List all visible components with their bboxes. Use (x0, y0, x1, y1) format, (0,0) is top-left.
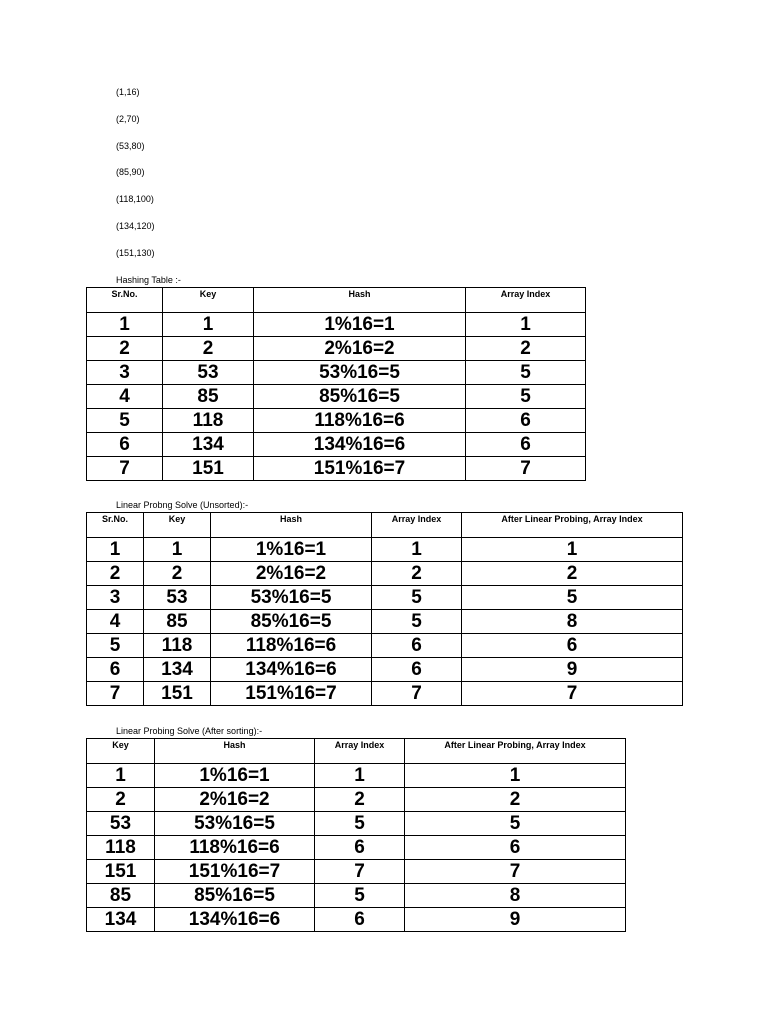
table-cell: 5 (372, 586, 462, 610)
table-cell: 6 (87, 658, 144, 682)
table-cell: 2 (315, 788, 405, 812)
table-cell: 53%16=5 (254, 361, 466, 385)
pair-item: (151,130) (116, 248, 155, 258)
table-cell: 151%16=7 (211, 682, 372, 706)
table-cell: 4 (87, 385, 163, 409)
table-cell: 5 (466, 385, 586, 409)
table-cell: 1%16=1 (211, 538, 372, 562)
header-cell: Hash (211, 513, 372, 538)
table-cell: 6 (315, 836, 405, 860)
header-cell: Key (163, 288, 254, 313)
table-cell: 151 (87, 860, 155, 884)
table-cell: 134%16=6 (254, 433, 466, 457)
table-cell: 53%16=5 (211, 586, 372, 610)
table-row (87, 313, 586, 337)
linear-probing-sorted-table (86, 738, 626, 932)
linear-probing-sorted-caption: Linear Probing Solve (After sorting):- (116, 726, 263, 736)
table-cell: 53 (144, 586, 211, 610)
table-cell: 151%16=7 (155, 860, 315, 884)
table-row (87, 764, 626, 788)
table-cell: 151 (144, 682, 211, 706)
table-cell: 2%16=2 (155, 788, 315, 812)
table-cell: 118 (144, 634, 211, 658)
table-row (87, 337, 586, 361)
table-cell: 118 (87, 836, 155, 860)
table-cell: 5 (87, 634, 144, 658)
table-cell: 151 (163, 457, 254, 481)
table-cell: 5 (405, 812, 626, 836)
table-cell: 6 (466, 409, 586, 433)
table-row (87, 586, 683, 610)
table-cell: 2%16=2 (211, 562, 372, 586)
table-cell: 85%16=5 (254, 385, 466, 409)
table-cell: 1 (87, 313, 163, 337)
table-cell: 2 (87, 562, 144, 586)
header-cell: Hash (254, 288, 466, 313)
table-cell: 9 (405, 908, 626, 932)
table-row (87, 812, 626, 836)
table-cell: 8 (405, 884, 626, 908)
table-row (87, 457, 586, 481)
table-row (87, 409, 586, 433)
table-row (87, 361, 586, 385)
table-cell: 1%16=1 (254, 313, 466, 337)
table-cell: 2 (466, 337, 586, 361)
table-cell: 2 (87, 337, 163, 361)
table-row (87, 788, 626, 812)
table-cell: 1 (372, 538, 462, 562)
hashing-table-caption: Hashing Table :- (116, 275, 181, 285)
table-cell: 6 (405, 836, 626, 860)
table-row (87, 836, 626, 860)
pair-item: (118,100) (116, 194, 154, 204)
header-cell: Sr.No. (87, 513, 144, 538)
header-cell: Array Index (315, 739, 405, 764)
header-cell: Key (144, 513, 211, 538)
table-cell: 3 (87, 361, 163, 385)
header-cell: Sr.No. (87, 288, 163, 313)
table-cell: 118%16=6 (155, 836, 315, 860)
header-cell: Key (87, 739, 155, 764)
table-row (87, 908, 626, 932)
table-cell: 134 (163, 433, 254, 457)
header-cell: Array Index (466, 288, 586, 313)
table-row (87, 538, 683, 562)
table-cell: 8 (462, 610, 683, 634)
table-cell: 85 (144, 610, 211, 634)
table-row (87, 860, 626, 884)
pair-item: (85,90) (116, 167, 145, 177)
table-cell: 2%16=2 (254, 337, 466, 361)
table-cell: 5 (466, 361, 586, 385)
table-cell: 2 (372, 562, 462, 586)
table-cell: 85 (163, 385, 254, 409)
table-row (87, 658, 683, 682)
table-cell: 1 (87, 764, 155, 788)
table-cell: 1 (163, 313, 254, 337)
table-cell: 1 (87, 538, 144, 562)
table-cell: 5 (87, 409, 163, 433)
table-cell: 53 (163, 361, 254, 385)
table-cell: 2 (462, 562, 683, 586)
table-cell: 6 (372, 634, 462, 658)
table-cell: 1 (462, 538, 683, 562)
header-cell: After Linear Probing, Array Index (462, 513, 683, 538)
table-cell: 3 (87, 586, 144, 610)
table-cell: 9 (462, 658, 683, 682)
table-cell: 2 (163, 337, 254, 361)
table-cell: 134%16=6 (155, 908, 315, 932)
table-cell: 7 (87, 457, 163, 481)
table-row (87, 682, 683, 706)
table-cell: 2 (87, 788, 155, 812)
table-cell: 53%16=5 (155, 812, 315, 836)
table-cell: 53 (87, 812, 155, 836)
table-cell: 85 (87, 884, 155, 908)
table-header-row (87, 513, 683, 538)
table-row (87, 610, 683, 634)
table-cell: 118%16=6 (254, 409, 466, 433)
table-row (87, 562, 683, 586)
table-cell: 1 (405, 764, 626, 788)
table-cell: 134 (87, 908, 155, 932)
table-row (87, 385, 586, 409)
table-cell: 6 (87, 433, 163, 457)
table-cell: 85%16=5 (211, 610, 372, 634)
table-row (87, 433, 586, 457)
table-row (87, 884, 626, 908)
table-cell: 2 (144, 562, 211, 586)
table-cell: 7 (87, 682, 144, 706)
table-cell: 7 (466, 457, 586, 481)
linear-probing-unsorted-caption: Linear Probng Solve (Unsorted):- (116, 500, 249, 510)
table-cell: 7 (405, 860, 626, 884)
table-cell: 5 (462, 586, 683, 610)
table-cell: 134%16=6 (211, 658, 372, 682)
pair-item: (53,80) (116, 141, 145, 151)
table-cell: 2 (405, 788, 626, 812)
table-cell: 7 (372, 682, 462, 706)
table-cell: 4 (87, 610, 144, 634)
table-cell: 118 (163, 409, 254, 433)
pair-item: (1,16) (116, 87, 140, 97)
table-cell: 6 (372, 658, 462, 682)
table-header-row (87, 739, 626, 764)
table-cell: 85%16=5 (155, 884, 315, 908)
header-cell: After Linear Probing, Array Index (405, 739, 626, 764)
table-cell: 1 (466, 313, 586, 337)
pair-item: (134,120) (116, 221, 155, 231)
table-cell: 118%16=6 (211, 634, 372, 658)
table-cell: 6 (462, 634, 683, 658)
header-cell: Hash (155, 739, 315, 764)
table-cell: 151%16=7 (254, 457, 466, 481)
table-row (87, 634, 683, 658)
header-cell: Array Index (372, 513, 462, 538)
table-cell: 1%16=1 (155, 764, 315, 788)
table-cell: 5 (315, 812, 405, 836)
table-cell: 1 (144, 538, 211, 562)
table-cell: 5 (315, 884, 405, 908)
table-cell: 7 (315, 860, 405, 884)
table-cell: 134 (144, 658, 211, 682)
table-cell: 1 (315, 764, 405, 788)
table-cell: 7 (462, 682, 683, 706)
table-header-row (87, 288, 586, 313)
table-cell: 6 (315, 908, 405, 932)
hashing-table (86, 287, 586, 481)
table-cell: 5 (372, 610, 462, 634)
linear-probing-unsorted-table (86, 512, 683, 706)
table-cell: 6 (466, 433, 586, 457)
pair-item: (2,70) (116, 114, 140, 124)
